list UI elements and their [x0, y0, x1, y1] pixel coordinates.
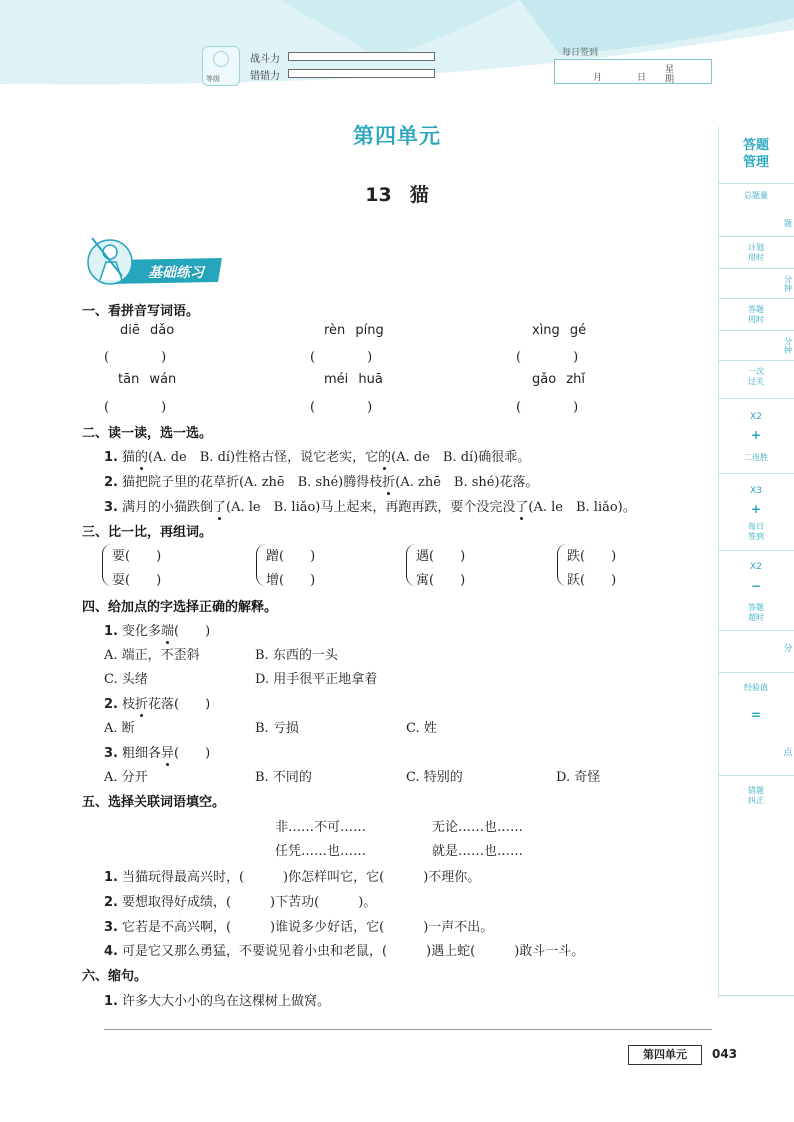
- lesson-name: 猫: [409, 184, 429, 206]
- page-number: 043: [712, 1047, 738, 1061]
- side-once-2: 过关: [748, 377, 764, 386]
- side-used-1: 答题: [748, 305, 764, 314]
- answer-blank-3[interactable]: ( ): [516, 350, 579, 365]
- pinyin-3: xìng gé: [532, 323, 587, 338]
- side-plus-1: +: [750, 428, 762, 442]
- answer-blank-2[interactable]: ( ): [310, 350, 373, 365]
- s4-q2-option-a[interactable]: A. 断: [104, 721, 135, 736]
- s4-q3-option-b[interactable]: B. 不同的: [255, 770, 312, 785]
- header-label-2: 错错力: [250, 71, 280, 82]
- footer-rule: [104, 1029, 712, 1030]
- side-overtime-1: 答题: [748, 603, 764, 612]
- compare-word-2a[interactable]: 蹭( ): [266, 549, 316, 564]
- sign-in-day: 日: [637, 73, 647, 83]
- compare-word-1b[interactable]: 耍( ): [112, 573, 162, 588]
- compare-word-2b[interactable]: 增( ): [266, 573, 316, 588]
- sign-in-week-bottom: 期: [665, 75, 675, 85]
- side-used-2: 用时: [748, 315, 764, 324]
- side-total-unit: 题: [784, 219, 792, 228]
- side-title-top: 答题: [742, 138, 769, 153]
- side-title-bottom: 管理: [742, 155, 769, 170]
- compare-word-3b[interactable]: 寓( ): [416, 573, 466, 588]
- pinyin-6: gǎo zhǐ: [532, 372, 585, 387]
- side-daily-1: 每日: [748, 522, 764, 531]
- unit-title: 第四单元: [353, 123, 441, 148]
- pinyin-4: tān wán: [118, 372, 177, 387]
- header-label-1: 战斗力: [250, 54, 280, 65]
- answer-blank-5[interactable]: ( ): [310, 400, 373, 415]
- pinyin-5: méi huā: [324, 372, 383, 387]
- pinyin-2: rèn píng: [324, 323, 384, 338]
- section-4-title: 四、给加点的字选择正确的解释。: [82, 600, 278, 615]
- lesson-title: [0, 180, 794, 207]
- header-line-1: [288, 52, 435, 61]
- s4-q2-option-b[interactable]: B. 亏损: [255, 721, 299, 736]
- side-equals: =: [750, 708, 762, 722]
- compare-word-1a[interactable]: 要( ): [112, 549, 162, 564]
- avatar: [202, 46, 240, 86]
- s2-question-2: 2. 猫把院子里的花草折(A. zhē B. shé)腾得枝折(A. zhē B. shé)花落。: [104, 475, 539, 490]
- side-correct-1: 错题: [748, 786, 764, 795]
- side-plan-unit-1: 分: [784, 275, 792, 284]
- conjunction-2: 无论……也……: [432, 820, 524, 835]
- side-correct-2: 纠正: [748, 796, 764, 805]
- answer-blank-1[interactable]: ( ): [104, 350, 167, 365]
- sign-in-title: 每日签到: [562, 48, 599, 58]
- section-3-title: 三、比一比，再组词。: [82, 525, 213, 540]
- compare-word-4b[interactable]: 跃( ): [567, 573, 617, 588]
- compare-word-3a[interactable]: 遇( ): [416, 549, 466, 564]
- s4-question-2: 2. 枝折花落( ): [104, 697, 211, 712]
- side-exp: 经验值: [744, 683, 768, 692]
- s4-q2-option-c[interactable]: C. 姓: [406, 721, 437, 736]
- conjunction-4: 就是……也……: [432, 844, 524, 859]
- side-overtime-2: 超时: [748, 613, 764, 622]
- sign-in-month: 月: [593, 73, 603, 83]
- s4-q1-option-a[interactable]: A. 端正，不歪斜: [104, 648, 200, 663]
- side-used-unit-2: 钟: [784, 346, 792, 355]
- side-score-unit: 分: [783, 644, 793, 654]
- side-plus-2: +: [750, 502, 762, 516]
- practice-badge-text: 基础练习: [148, 265, 204, 281]
- section-2-title: 二、读一读，选一选。: [82, 426, 213, 441]
- pinyin-1: diē dǎo: [120, 323, 175, 338]
- side-minus: −: [750, 579, 762, 593]
- answer-blank-4[interactable]: ( ): [104, 400, 167, 415]
- side-used-unit-1: 分: [784, 337, 792, 346]
- s5-question-1[interactable]: 1. 当猫玩得最高兴时，( )你怎样叫它，它( )不理你。: [104, 870, 481, 885]
- s5-question-2[interactable]: 2. 要想取得好成绩，( )下苦功( )。: [104, 895, 377, 910]
- lesson-number: 13: [365, 184, 392, 206]
- avatar-caption: 等级: [206, 75, 220, 83]
- conjunction-3: 任凭……也……: [275, 844, 367, 859]
- s4-q3-option-c[interactable]: C. 特别的: [406, 770, 463, 785]
- side-points: 点: [783, 748, 793, 758]
- side-plan-2: 用时: [748, 253, 764, 262]
- section-5-title: 五、选择关联词语填空。: [82, 795, 226, 810]
- conjunction-1: 非……不可……: [275, 820, 367, 835]
- s5-question-3[interactable]: 3. 它若是不高兴啊，( )谁说多少好话，它( )一声不出。: [104, 920, 494, 935]
- s4-q1-option-d[interactable]: D. 用手很平正地拿着: [255, 672, 378, 687]
- s4-q1-option-b[interactable]: B. 东西的一头: [255, 648, 338, 663]
- s4-question-1: 1. 变化多端( ): [104, 624, 211, 639]
- side-plan-1: 计划: [748, 243, 764, 252]
- side-streak: 二连胜: [744, 453, 768, 462]
- side-once-1: 一次: [748, 367, 764, 376]
- side-total: 总题量: [744, 191, 768, 200]
- s2-question-1: 1. 猫的(A. de B. dí)性格古怪，说它老实，它的(A. de B. dí)确很乖。: [104, 450, 531, 465]
- s6-question-1[interactable]: 1. 许多大大小小的鸟在这棵树上做窝。: [104, 994, 330, 1009]
- compare-word-4a[interactable]: 跌( ): [567, 549, 617, 564]
- s4-q3-option-d[interactable]: D. 奇怪: [556, 770, 601, 785]
- side-x2-a: X2: [750, 412, 762, 422]
- side-daily-2: 签到: [748, 532, 764, 541]
- side-x2-b: X2: [750, 562, 762, 572]
- section-6-title: 六、缩句。: [82, 969, 148, 984]
- s2-question-3: 3. 满月的小猫跌倒了(A. le B. liǎo)马上起来，再跑再跌，要个没完没了(A. le B. liǎo)。: [104, 500, 636, 515]
- sign-in-week-top: 星: [665, 65, 675, 75]
- section-1-title: 一、看拼音写词语。: [82, 304, 200, 319]
- side-x3: X3: [750, 486, 762, 496]
- answer-blank-6[interactable]: ( ): [516, 400, 579, 415]
- footer-unit: 第四单元: [628, 1045, 702, 1065]
- side-plan-unit-2: 钟: [784, 284, 792, 293]
- s5-question-4[interactable]: 4. 可是它又那么勇猛，不要说见着小虫和老鼠，( )遇上蛇( )敢斗一斗。: [104, 944, 585, 959]
- s4-question-3: 3. 粗细各异( ): [104, 746, 211, 761]
- s4-q3-option-a[interactable]: A. 分开: [104, 770, 148, 785]
- sign-in-box: [554, 59, 712, 84]
- s4-q1-option-c[interactable]: C. 头绪: [104, 672, 148, 687]
- header-line-2: [288, 69, 435, 78]
